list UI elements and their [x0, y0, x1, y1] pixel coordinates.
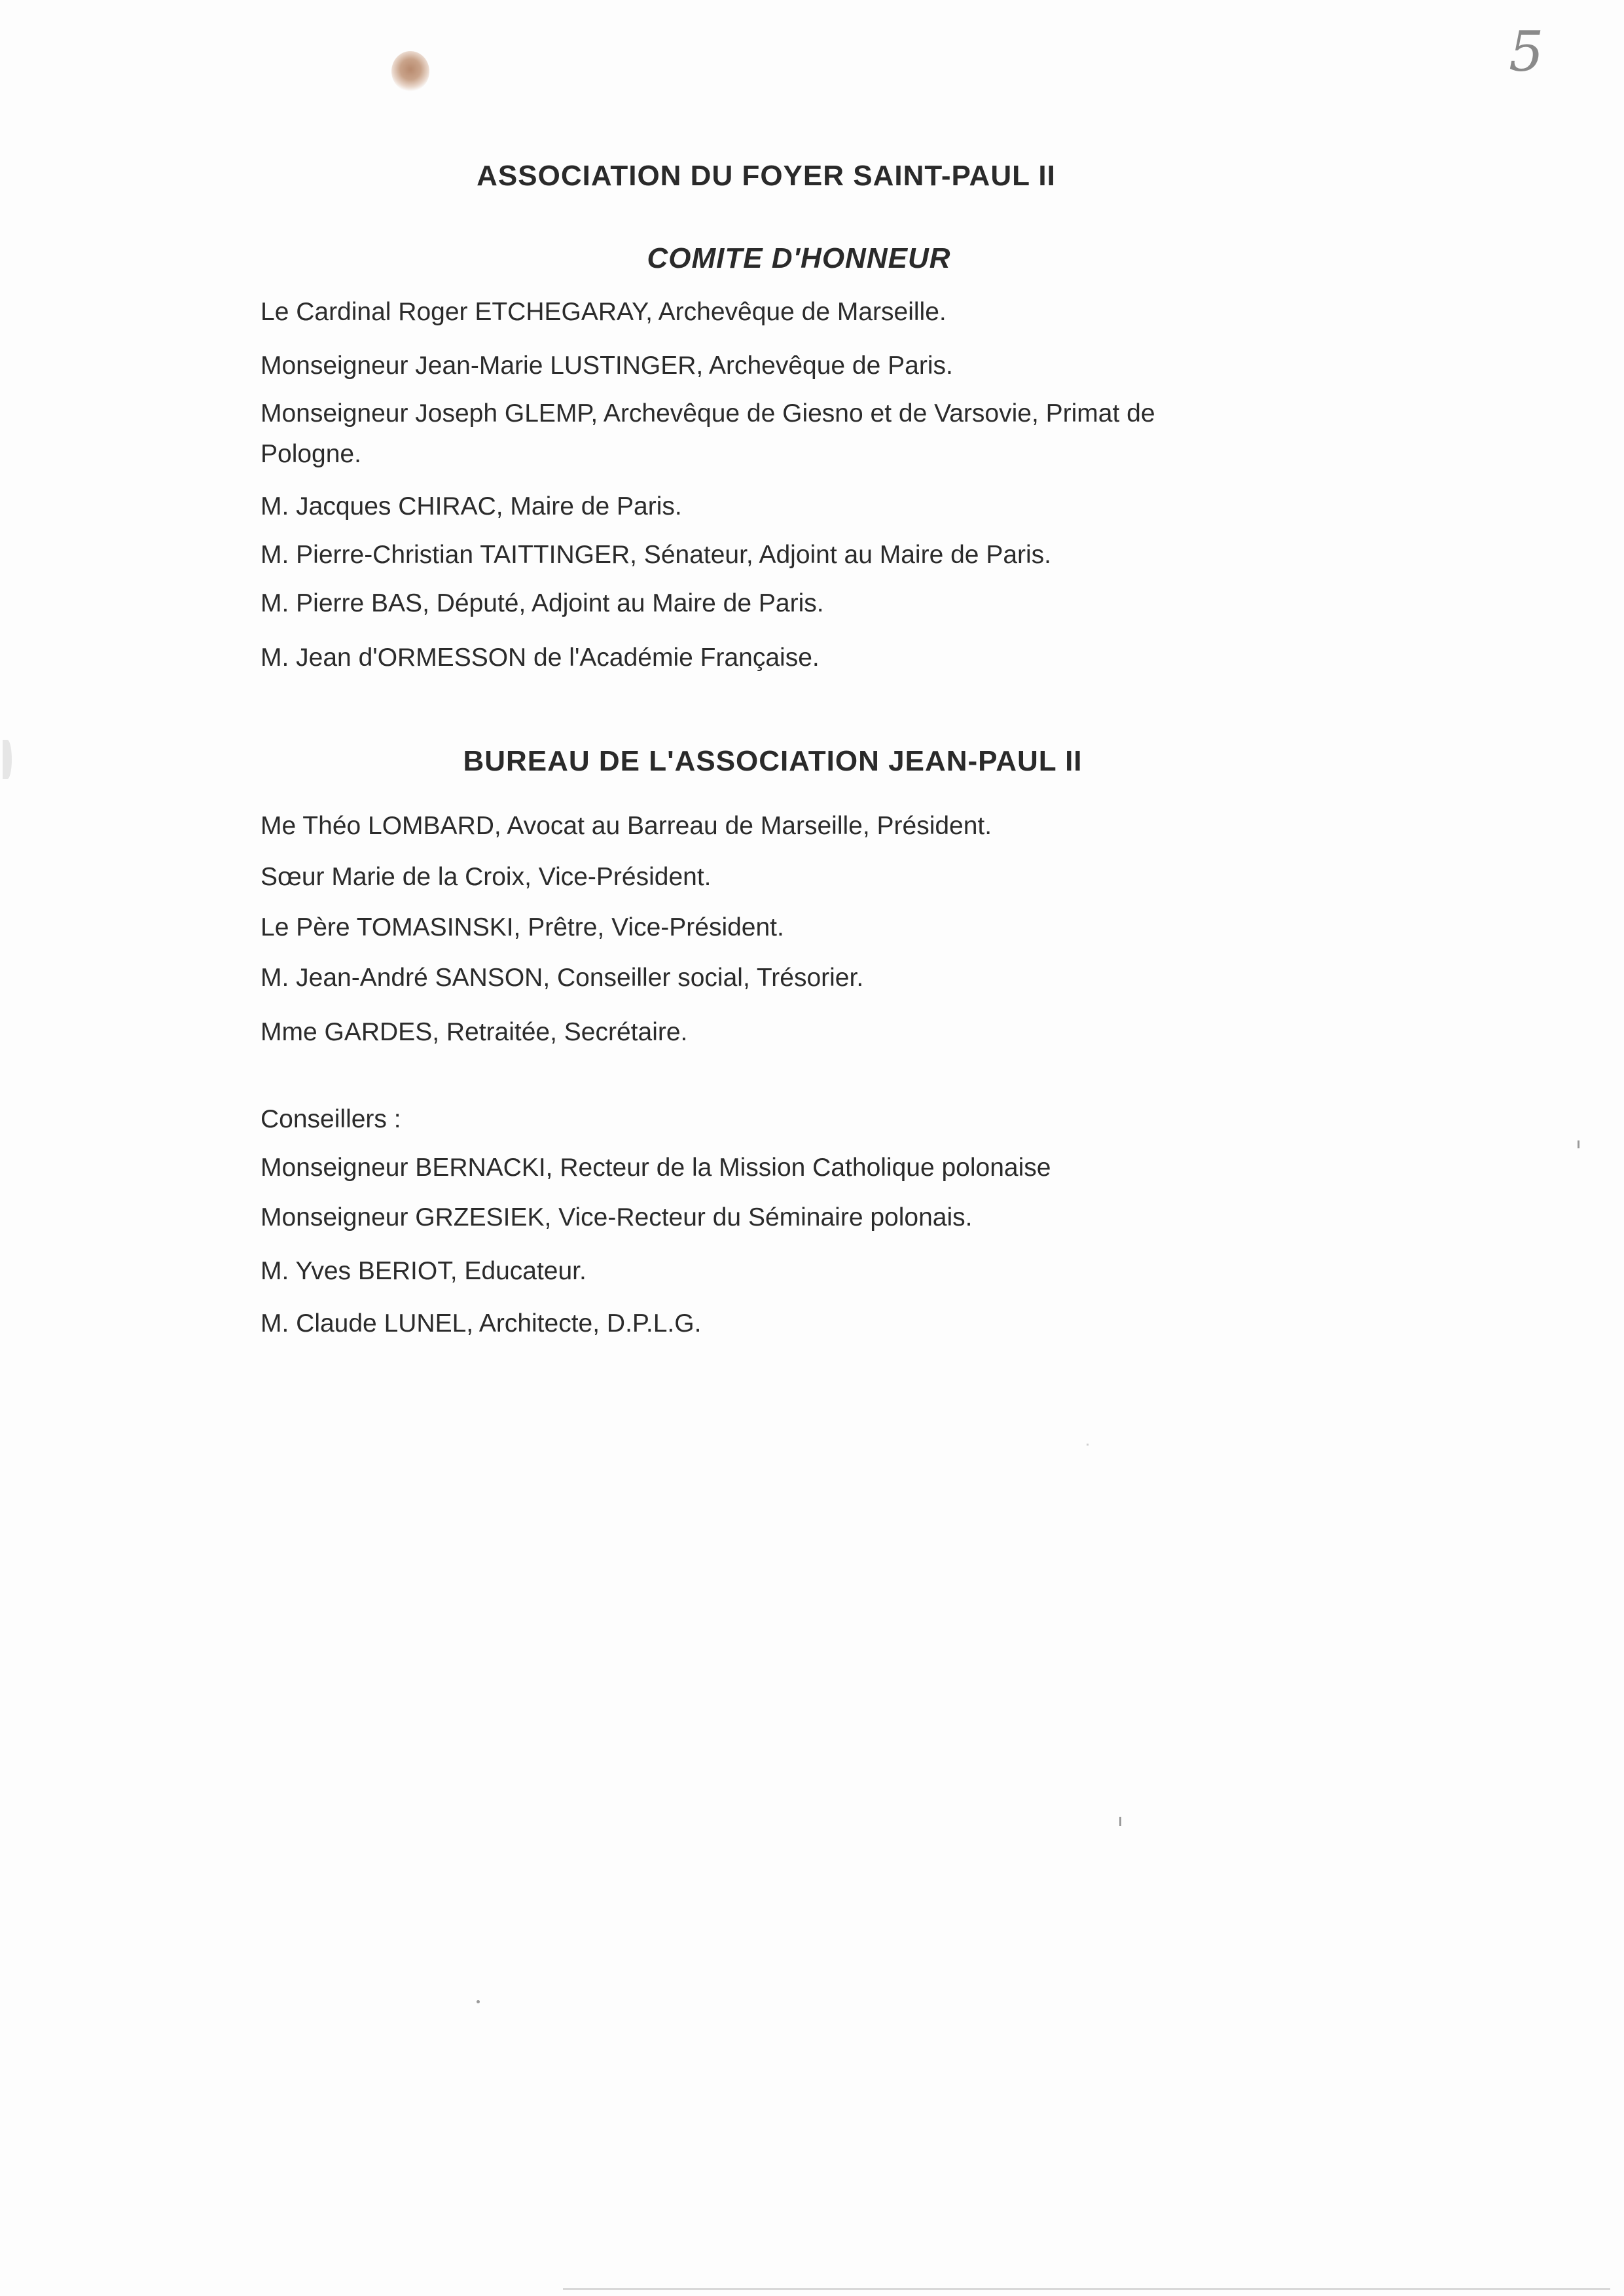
bottom-edge-line [563, 2288, 1610, 2290]
scan-speck [477, 2000, 480, 2003]
bureau-line: Me Théo LOMBARD, Avocat au Barreau de Marseille, Président. [261, 812, 992, 840]
comite-line: Pologne. [261, 440, 361, 468]
comite-line: M. Pierre-Christian TAITTINGER, Sénateur, Adjoint au Maire de Paris. [261, 541, 1052, 569]
conseiller-line: Monseigneur BERNACKI, Recteur de la Mission Catholique polonaise [261, 1154, 1051, 1182]
bureau-line: Sœur Marie de la Croix, Vice-Président. [261, 863, 712, 891]
scan-speck [1087, 1444, 1089, 1446]
comite-line: Le Cardinal Roger ETCHEGARAY, Archevêque de Marseille. [261, 298, 947, 326]
comite-line: M. Jacques CHIRAC, Maire de Paris. [261, 492, 682, 520]
document-title: ASSOCIATION DU FOYER SAINT-PAUL II [477, 160, 1056, 192]
comite-line: M. Pierre BAS, Député, Adjoint au Maire de Paris. [261, 589, 824, 617]
page-number: 5 [1509, 20, 1544, 84]
comite-line: M. Jean d'ORMESSON de l'Académie Française. [261, 644, 820, 672]
conseiller-line: Monseigneur GRZESIEK, Vice-Recteur du Séminaire polonais. [261, 1203, 973, 1231]
conseiller-line: M. Claude LUNEL, Architecte, D.P.L.G. [261, 1309, 702, 1338]
comite-line: Monseigneur Jean-Marie LUSTINGER, Archevêque de Paris. [261, 352, 953, 380]
bureau-line: Le Père TOMASINSKI, Prêtre, Vice-Président. [261, 913, 784, 941]
conseillers-heading: Conseillers : [261, 1105, 401, 1133]
comite-heading: COMITE D'HONNEUR [647, 242, 951, 274]
comite-line: Monseigneur Joseph GLEMP, Archevêque de Giesno et de Varsovie, Primat de [261, 399, 1155, 428]
bureau-line: Mme GARDES, Retraitée, Secrétaire. [261, 1018, 688, 1046]
bureau-line: M. Jean-André SANSON, Conseiller social, Trésorier. [261, 964, 864, 992]
bureau-heading: BUREAU DE L'ASSOCIATION JEAN-PAUL II [463, 745, 1083, 777]
stain-mark [391, 51, 429, 92]
scan-speck [1578, 1140, 1579, 1148]
scan-speck [1119, 1817, 1121, 1826]
conseiller-line: M. Yves BERIOT, Educateur. [261, 1257, 586, 1285]
scan-edge-shadow [3, 740, 12, 779]
